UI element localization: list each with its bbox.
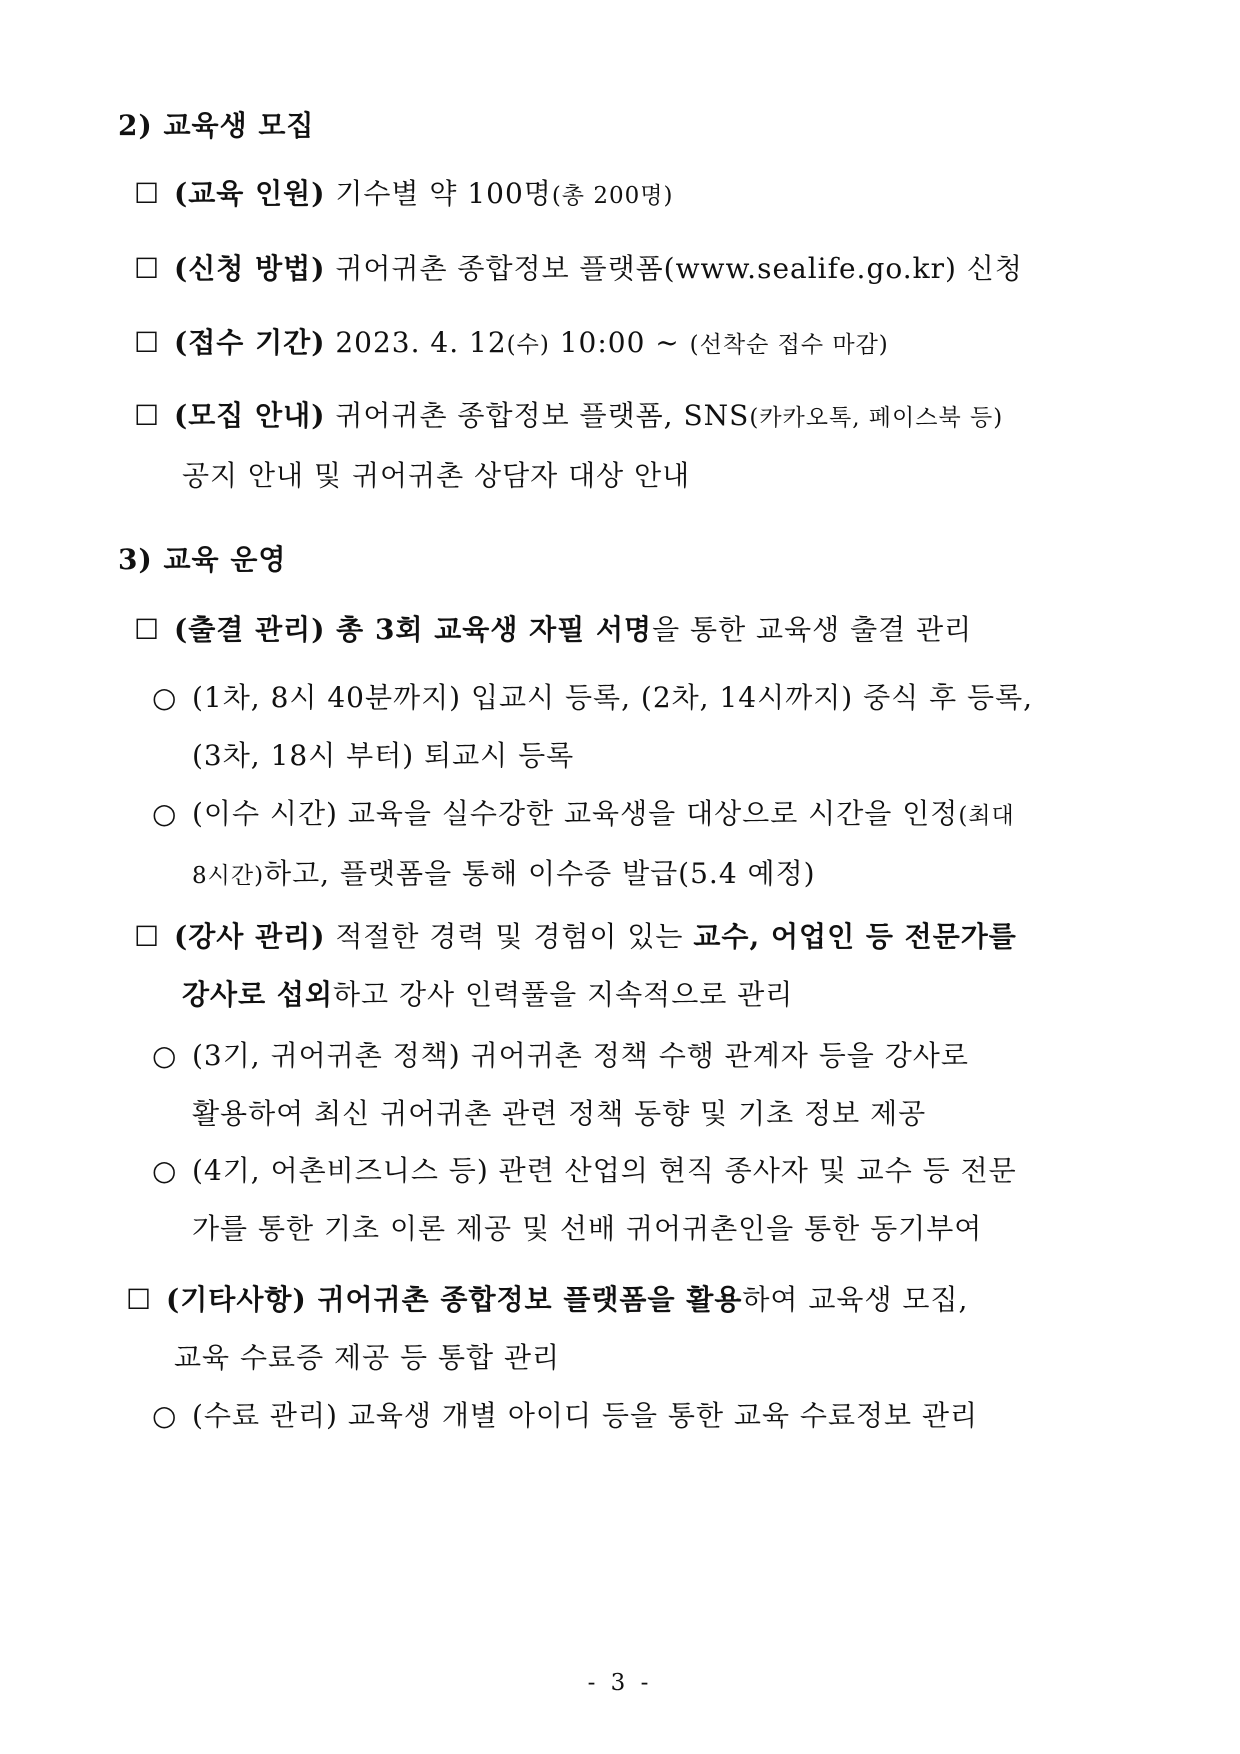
item-time: 10:00 ~ xyxy=(549,326,690,359)
sub-item-attendance-times xyxy=(152,669,1124,785)
checkbox-bullet-icon: ☐ xyxy=(134,326,161,359)
sub-item-text: (이수 시간) 교육을 실수강한 교육생을 대상으로 시간을 인정 xyxy=(192,797,959,830)
sub-item-note-cont: 8시간) xyxy=(192,863,265,889)
sub-item-text: (1차, 8시 40분까지) 입교시 등록, (2차, 14시까지) 중식 후 등록, xyxy=(192,681,1034,714)
item-label: (모집 안내) xyxy=(174,399,326,432)
sub-item-business xyxy=(152,1142,1124,1258)
item-note: (선착순 접수 마감) xyxy=(689,332,889,358)
sub-item-completion-hours xyxy=(152,785,1124,905)
item-text: 을 통한 교육생 출결 관리 xyxy=(652,613,973,646)
item-application-period xyxy=(134,314,1124,374)
item-education-capacity xyxy=(134,165,1124,225)
sub-item-policy xyxy=(152,1027,1124,1143)
item-bold-cont: 강사로 섭외 xyxy=(182,978,333,1011)
sub-item-note: (최대 xyxy=(958,803,1015,829)
item-note: (카카오톡, 페이스북 등) xyxy=(749,405,1004,431)
circle-bullet-icon: ○ xyxy=(152,797,178,830)
item-label: (강사 관리) xyxy=(174,920,326,953)
sub-item-text-cont: 하고, 플랫폼을 통해 이수증 발급(5.4 예정) xyxy=(264,857,816,890)
item-attendance xyxy=(134,601,1124,659)
item-date: 2023. 4. 12 xyxy=(325,326,507,359)
item-text: 적절한 경력 및 경험이 있는 xyxy=(325,920,694,953)
circle-bullet-icon: ○ xyxy=(152,681,178,714)
item-bold-text: 귀어귀촌 종합정보 플랫폼을 활용 xyxy=(306,1283,743,1316)
item-recruitment-notice xyxy=(134,387,1124,505)
section-3-title: 3) 교육 운영 xyxy=(118,543,287,576)
sub-item-text: (수료 관리) 교육생 개별 아이디 등을 통한 교육 수료정보 관리 xyxy=(192,1399,979,1432)
item-text: 귀어귀촌 종합정보 플랫폼(www.sealife.go.kr) 신청 xyxy=(325,252,1023,285)
page-number: - 3 - xyxy=(587,1670,653,1696)
item-instructor xyxy=(134,908,1124,1024)
sub-item-continuation xyxy=(152,845,1124,905)
item-other xyxy=(126,1271,1116,1387)
item-continuation: 교육 수료증 제공 등 통합 관리 xyxy=(174,1341,561,1374)
sub-item-text: (3기, 귀어귀촌 정책) 귀어귀촌 정책 수행 관계자 등을 강사로 xyxy=(192,1039,969,1072)
item-label: (출결 관리) xyxy=(174,613,326,646)
circle-bullet-icon: ○ xyxy=(152,1154,178,1187)
item-label: (기타사항) xyxy=(166,1283,307,1316)
item-label: (교육 인원) xyxy=(174,177,326,210)
sub-item-continuation: 가를 통한 기초 이론 제공 및 선배 귀어귀촌인을 통한 동기부여 xyxy=(192,1212,983,1245)
item-note: (총 200명) xyxy=(551,183,674,209)
item-continuation xyxy=(134,966,1124,1024)
item-application-method xyxy=(134,240,1124,298)
item-weekday: (수) xyxy=(506,332,550,358)
item-text-cont: 하고 강사 인력풀을 지속적으로 관리 xyxy=(333,978,794,1011)
item-bold-text: 총 3회 교육생 자필 서명 xyxy=(325,613,653,646)
checkbox-bullet-icon: ☐ xyxy=(126,1283,153,1316)
item-text: 하여 교육생 모집, xyxy=(742,1283,969,1316)
checkbox-bullet-icon: ☐ xyxy=(134,252,161,285)
item-bold-text: 교수, 어업인 등 전문가를 xyxy=(693,920,1017,953)
checkbox-bullet-icon: ☐ xyxy=(134,920,161,953)
checkbox-bullet-icon: ☐ xyxy=(134,177,161,210)
item-text: 귀어귀촌 종합정보 플랫폼, SNS xyxy=(325,399,750,432)
sub-item-continuation: (3차, 18시 부터) 퇴교시 등록 xyxy=(192,739,575,772)
section-2-title: 2) 교육생 모집 xyxy=(118,109,315,142)
circle-bullet-icon: ○ xyxy=(152,1399,178,1432)
checkbox-bullet-icon: ☐ xyxy=(134,613,161,646)
item-label: (접수 기간) xyxy=(174,326,326,359)
item-text: 기수별 약 100명 xyxy=(325,177,552,210)
item-continuation: 공지 안내 및 귀어귀촌 상담자 대상 안내 xyxy=(182,459,691,492)
sub-item-completion-mgmt xyxy=(152,1387,1124,1445)
item-label: (신청 방법) xyxy=(174,252,326,285)
sub-item-text: (4기, 어촌비즈니스 등) 관련 산업의 현직 종사자 및 교수 등 전문 xyxy=(192,1154,1017,1187)
checkbox-bullet-icon: ☐ xyxy=(134,399,161,432)
sub-item-continuation: 활용하여 최신 귀어귀촌 관련 정책 동향 및 기초 정보 제공 xyxy=(192,1097,927,1130)
circle-bullet-icon: ○ xyxy=(152,1039,178,1072)
